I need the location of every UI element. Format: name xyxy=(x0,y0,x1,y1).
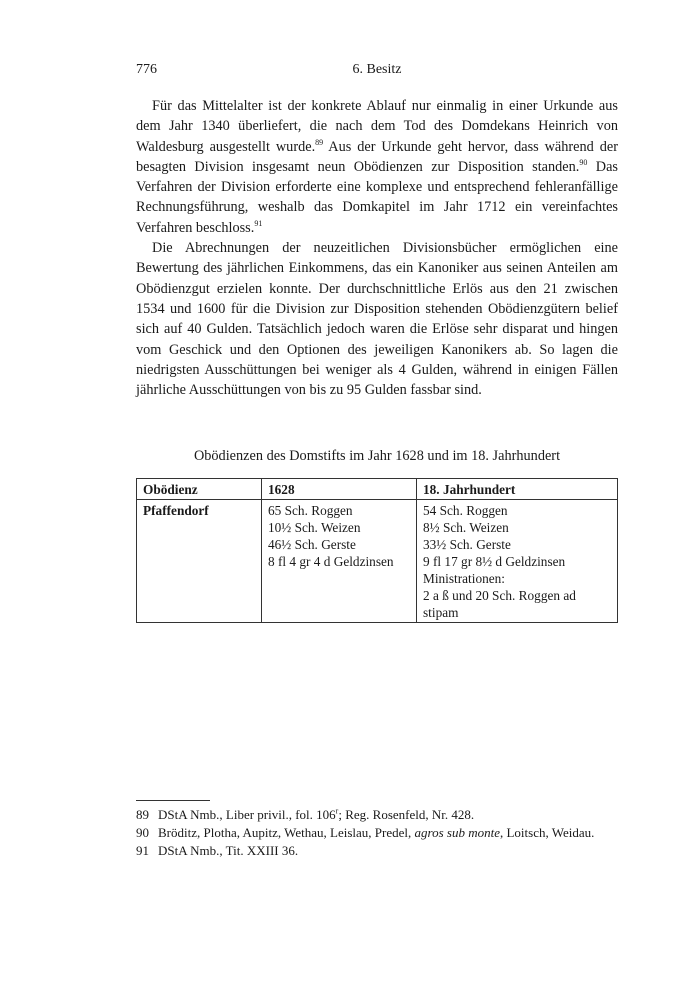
footnote-number: 89 xyxy=(136,807,149,822)
cell-line: 10½ Sch. Weizen xyxy=(268,520,361,535)
header-1628: 1628 xyxy=(262,479,417,500)
cell-line: 33½ Sch. Gerste xyxy=(423,537,511,552)
footnote-number: 90 xyxy=(136,824,149,840)
cell-line: 46½ Sch. Gerste xyxy=(268,537,356,552)
table-caption: Obödienzen des Domstifts im Jahr 1628 und im 18. Jahrhundert xyxy=(193,448,561,464)
page-number: 776 xyxy=(136,62,157,77)
body-text xyxy=(136,96,618,400)
page-header xyxy=(136,62,618,82)
italic-text: agros sub monte xyxy=(414,824,500,840)
footnote-ref: 90 xyxy=(579,158,588,168)
cell-18-jahrhundert xyxy=(417,500,618,623)
paragraph xyxy=(136,96,618,238)
footnote-ref: r xyxy=(335,806,339,816)
text-run: Bröditz, Plotha, Aupitz, Wethau, Leislau, Predel, xyxy=(158,824,415,840)
header-oboedienz: Obödienz xyxy=(137,479,262,500)
footnote-ref: 91 xyxy=(254,219,263,229)
footnote-number: 91 xyxy=(136,842,149,858)
cell-line: 8½ Sch. Weizen xyxy=(423,520,509,535)
footnote-rule xyxy=(136,800,210,801)
text-run: , Loitsch, Weidau. xyxy=(499,824,595,840)
footnote xyxy=(136,824,626,842)
paragraph xyxy=(136,238,618,400)
table-row xyxy=(137,500,618,623)
cell-line: 65 Sch. Roggen xyxy=(268,503,353,518)
text-run: Aus der Urkunde geht hervor, dass während der besagten Division insgesamt neun Obödienzen zur Disposition standen. xyxy=(136,138,618,175)
text-run: DStA Nmb., Tit. XXIII 36. xyxy=(158,842,299,858)
cell-line: 54 Sch. Roggen xyxy=(423,503,508,518)
header-18-jahrhundert: 18. Jahrhundert xyxy=(417,479,618,500)
cell-line: Ministrationen: xyxy=(423,571,505,586)
cell-line: 9 fl 17 gr 8½ d Geldzinsen xyxy=(423,554,566,569)
cell-line: stipam xyxy=(423,605,459,620)
cell-line: 2 a ß und 20 Sch. Roggen ad xyxy=(423,588,576,603)
cell-1628 xyxy=(262,500,417,623)
text-run: Die Abrechnungen der neuzeitlichen Divisionsbücher ermöglichen eine Bewertung des jährlichen Einkommens, das ein Kanoniker aus seinen Anteilen am Obödienzgut erzielen konnte. Der durchschnittliche Erlös aus den 21 zwischen 1534 und 1600 für die Division zur Disposition stehenden Obödienzgütern belief sich auf 40 Gulden. Tatsächlich jedoch waren die Erlöse sehr disparat und hingen vom Geschick und den Optionen des jeweiligen Kanonikers ab. So lagen die niedrigsten Ausschüttungen bei weniger als 4 Gulden, während in einigen Fällen jährliche Ausschüttungen von bis zu 95 Gulden fassbar sind. xyxy=(136,240,618,399)
cell-oboedienz: Pfaffendorf xyxy=(137,500,262,623)
footnote xyxy=(136,842,626,860)
text-run: DStA Nmb., Liber privil., fol. 106 xyxy=(158,807,336,822)
running-title: 6. Besitz xyxy=(352,62,402,77)
table-header-row xyxy=(137,479,618,500)
footnote-ref: 89 xyxy=(315,137,324,147)
text-run: Für das Mittelalter ist der konkrete Ablauf nur einmalig in einer Urkunde aus dem Jahr 1340 überliefert, die nach dem Tod des Domdekans Heinrich von Waldesburg ausgestellt wurde. xyxy=(136,98,618,155)
text-run: ; Reg. Rosenfeld, Nr. 428. xyxy=(338,807,475,822)
text-run: Das Verfahren der Division erforderte eine komplexe und entsprechend fehleranfällige Rechnungsführung, weshalb das Domkapitel im Jahr 1712 ein vereinfachtes Verfahren beschloss. xyxy=(136,158,618,236)
footnotes xyxy=(136,806,626,859)
cell-line: 8 fl 4 gr 4 d Geldzinsen xyxy=(268,554,394,569)
oboedienz-table xyxy=(136,478,618,623)
footnote xyxy=(136,806,626,824)
